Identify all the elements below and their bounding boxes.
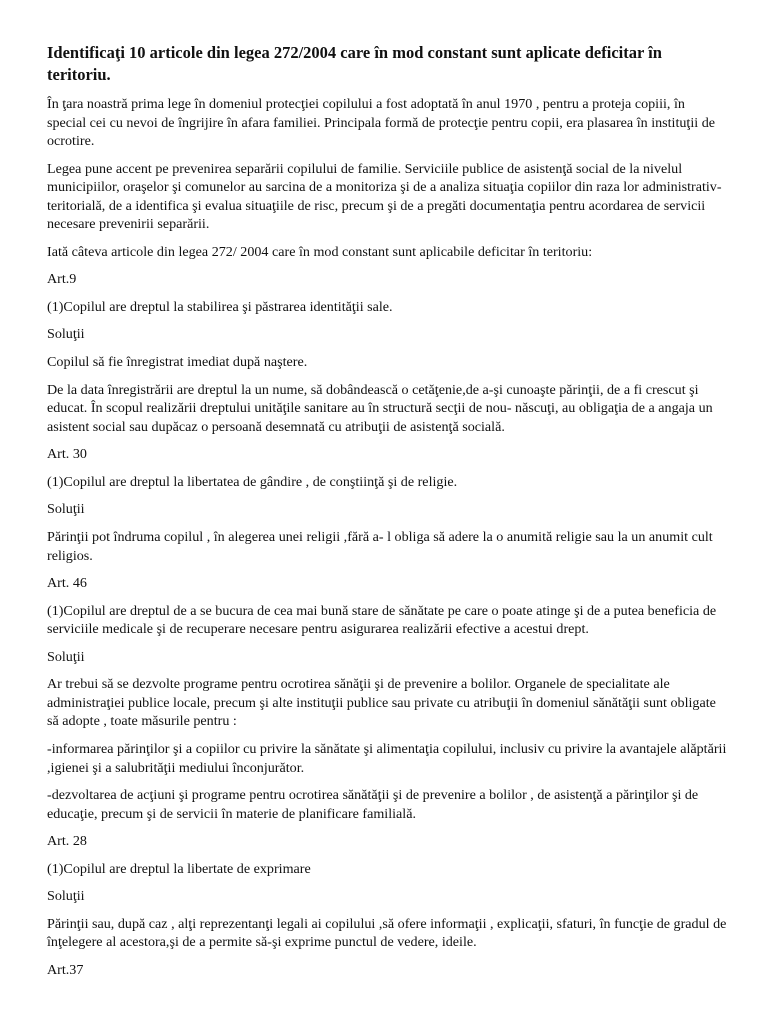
article-text: (1)Copilul are dreptul la libertate de exprimare <box>47 860 311 877</box>
solution-paragraph: Părinţii sau, după caz , alţi reprezentanţi legali ai copilului ,să ofere informaţii , explicaţii, sfaturi, în funcţie de gradul de înţelegere al acestora,şi de a permite să-şi exprime punctul de vedere, ideile. <box>47 915 727 951</box>
intro-paragraph: Iată câteva articole din legea 272/ 2004 care în mod constant sunt aplicabile deficitar în teritoriu: <box>47 243 593 260</box>
article-46 <box>47 574 727 823</box>
solutions-label: Soluţii <box>47 501 85 518</box>
article-heading: Art.9 <box>47 271 77 288</box>
article-heading: Art.37 <box>47 962 84 979</box>
intro-paragraph: Legea pune accent pe prevenirea separării copilului de familie. Serviciile publice de asistenţă social de la nivelul municipiilor, oraşelor şi comunelor au sarcina de a monitoriza şi de a analiza situaţia copiilor din raza lor administrativ- teritorială, de a identifica şi evalua situaţiile de risc, precum şi de a pregăti documentaţia pentru acordarea de servicii necesare prevenirii separării. <box>47 160 722 233</box>
solutions-label: Soluţii <box>47 326 85 343</box>
document-page <box>47 42 727 989</box>
solution-list-item: -informarea părinţilor şi a copiilor cu privire la sănătate şi alimentaţia copilului, inclusiv cu privire la avantajele alăptării ,igienei şi a salubrităţii mediului înconjurător. <box>47 741 727 776</box>
article-30 <box>47 445 727 565</box>
solution-list-item: -dezvoltarea de acţiuni şi programe pentru ocrotirea sănătăţii şi de prevenire a bolilor , de asistenţă a părinţilor şi de educaţie, precum şi de servicii în materie de planificare familială. <box>47 787 699 822</box>
article-9 <box>47 270 727 436</box>
solution-paragraph: Părinţii pot îndruma copilul , în alegerea unei religii ,fără a- l obliga să adere la o anumită religie sau la un anumit cult religios. <box>47 529 713 564</box>
solution-paragraph: Copilul să fie înregistrat imediat după naştere. <box>47 354 308 371</box>
article-heading: Art. 30 <box>47 446 87 463</box>
intro-paragraph: În ţara noastră prima lege în domeniul protecţiei copilului a fost adoptată în anul 1970 , pentru a proteja copiii, în special cei cu nevoi de îngrijire în afara familiei. Principala formă de protecţie pentru copii, era plasarea în instituţii de ocrotire. <box>47 96 716 149</box>
article-text: (1)Copilul are dreptul la libertatea de gândire , de conştiinţă şi de religie. <box>47 473 458 490</box>
solutions-label: Soluţii <box>47 888 85 905</box>
solution-paragraph: Ar trebui să se dezvolte programe pentru ocrotirea sănăţii şi de prevenire a bolilor. Organele de specialitate ale administraţiei publice locale, precum şi alte instituţii publice sau private cu atribuţii în domeniul sănătăţii sunt obligate să adopte , toate măsurile pentru : <box>47 676 716 730</box>
document-title: Identificaţi 10 articole din legea 272/2004 care în mod constant sunt aplicate deficitar în teritoriu. <box>47 43 662 84</box>
solutions-label: Soluţii <box>47 648 85 665</box>
article-28 <box>47 832 727 952</box>
article-37 <box>47 961 727 980</box>
article-text: (1)Copilul are dreptul la stabilirea şi păstrarea identităţii sale. <box>47 298 393 315</box>
article-heading: Art. 46 <box>47 575 87 592</box>
article-text: (1)Copilul are dreptul de a se bucura de cea mai bună stare de sănătate pe care o poate atinge şi de a putea beneficia de serviciile medicale şi de recuperare necesare pentru asigurarea realizării efective a acestui drept. <box>47 602 717 638</box>
solution-paragraph: De la data înregistrării are dreptul la un nume, să dobândească o cetăţenie,de a-şi cunoaşte părinţii, de a fi crescut şi educat. În scopul realizării dreptului unităţile sanitare au în structură secţii de nou- născuţi, au obligaţia de a angaja un asistent social sau dupăcaz o persoană desemnată cu atribuţii de asistenţă socială. <box>47 381 713 435</box>
article-heading: Art. 28 <box>47 833 87 850</box>
